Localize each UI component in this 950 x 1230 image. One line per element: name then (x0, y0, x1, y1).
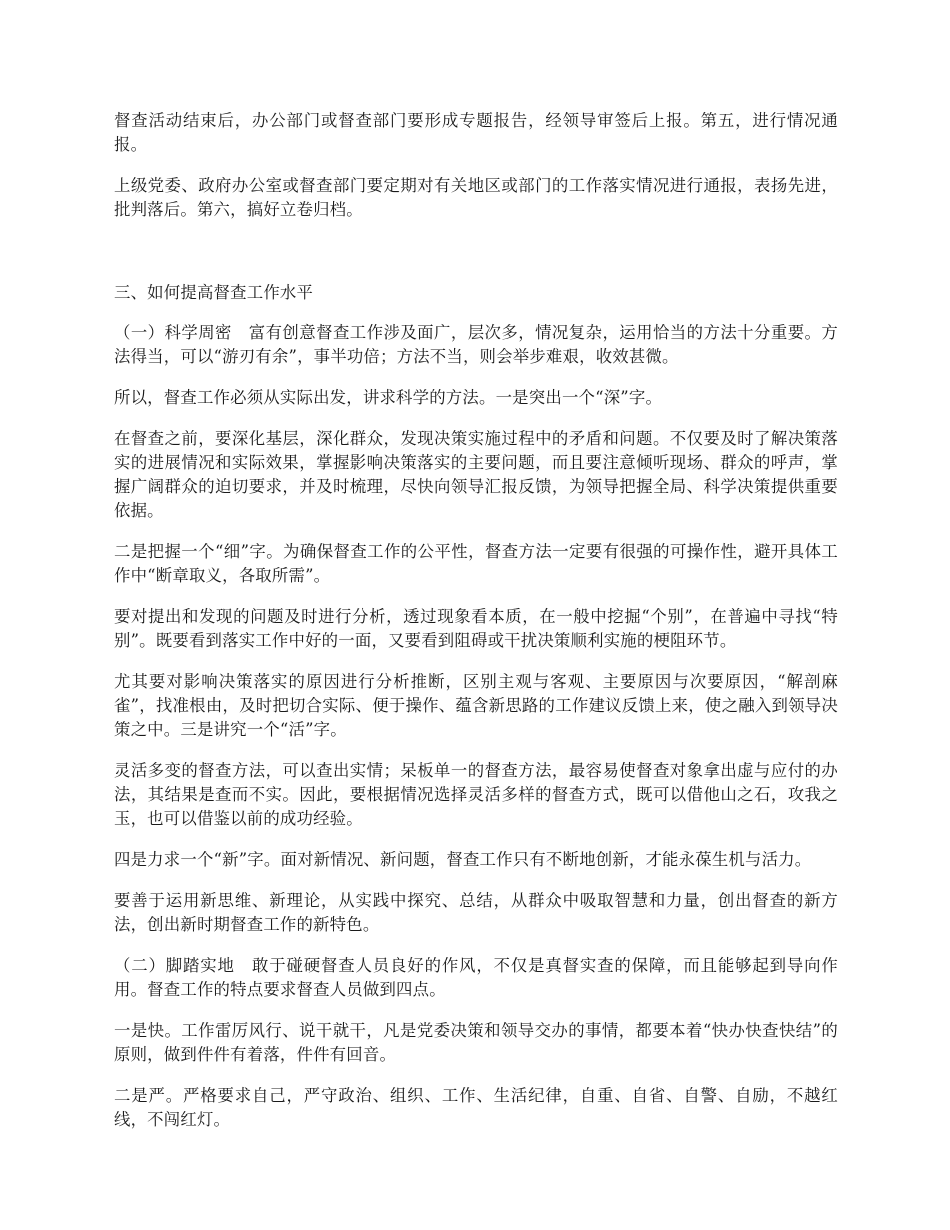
paragraph-deep: 所以，督查工作必须从实际出发，讲求科学的方法。一是突出一个“深”字。 (114, 388, 663, 407)
paragraph-detail: 二是把握一个“细”字。为确保督查工作的公平性，督查方法一定要有很强的可操作性，避开具体工作中“断章取义，各取所需”。 (114, 542, 838, 585)
paragraph-causes: 尤其要对影响决策落实的原因进行分析推断，区别主观与客观、主要原因与次要原因，“解剖麻雀”，找准根由，及时把切合实际、便于操作、蕴含新思路的工作建议反馈上来，使之融入到领导决策之中。三是讲究一个“活”字。 (114, 672, 838, 739)
paragraph-innovation: 四是力求一个“新”字。面对新情况、新问题，督查工作只有不断地创新，才能永葆生机与活力。 (114, 850, 812, 869)
section-heading: 三、如何提高督查工作水平 (114, 283, 314, 302)
paragraph-flexible: 灵活多变的督查方法，可以查出实情；呆板单一的督查方法，最容易使督查对象拿出虚与应付的办法，其结果是查而不实。因此，要根据情况选择灵活多样的督查方式，既可以借他山之石，攻我之玉，也可以借鉴以前的成功经验。 (114, 761, 838, 828)
paragraph-analysis: 要对提出和发现的问题及时进行分析，透过现象看本质，在一般中挖掘“个别”，在普遍中寻找“特别”。既要看到落实工作中好的一面，又要看到阻碍或干扰决策顺利实施的梗阻环节。 (114, 607, 838, 650)
paragraph-scientific: （一）科学周密 富有创意督查工作涉及面广，层次多，情况复杂，运用恰当的方法十分重要。方法得当，可以“游刃有余”，事半功倍；方法不当，则会举步难艰，收效甚微。 (114, 323, 838, 366)
paragraph-fast: 一是快。工作雷厉风行、说干就干，凡是党委决策和领导交办的事情，都要本着“快办快查快结”的原则，做到件件有着落，件件有回音。 (114, 1021, 838, 1064)
paragraph-down-to-earth: （二）脚踏实地 敢于碰硬督查人员良好的作风，不仅是真督实查的保障，而且能够起到导向作用。督查工作的特点要求督查人员做到四点。 (114, 956, 838, 999)
section-gap (114, 239, 838, 281)
paragraph-grassroots: 在督查之前，要深化基层，深化群众，发现决策实施过程中的矛盾和问题。不仅要及时了解决策落实的进展情况和实际效果，掌握影响决策落实的主要问题，而且要注意倾听现场、群众的呼声，掌握广阔群众的迫切要求，并及时梳理，尽快向领导汇报反馈，为领导把握全局、科学决策提供重要依据。 (114, 429, 838, 520)
paragraph-notification: 上级党委、政府办公室或督查部门要定期对有关地区或部门的工作落实情况进行通报，表扬先进，批判落后。第六，搞好立卷归档。 (114, 176, 838, 219)
paragraph-new-methods: 要善于运用新思维、新理论，从实践中探究、总结，从群众中吸取智慧和力量，创出督查的新方法，创出新时期督查工作的新特色。 (114, 891, 838, 934)
paragraph-strict: 二是严。严格要求自己，严守政治、组织、工作、生活纪律，自重、自省、自警、自励，不越红线，不闯红灯。 (114, 1086, 838, 1129)
paragraph-report: 督查活动结束后，办公部门或督查部门要形成专题报告，经领导审签后上报。第五，进行情况通报。 (114, 111, 838, 154)
